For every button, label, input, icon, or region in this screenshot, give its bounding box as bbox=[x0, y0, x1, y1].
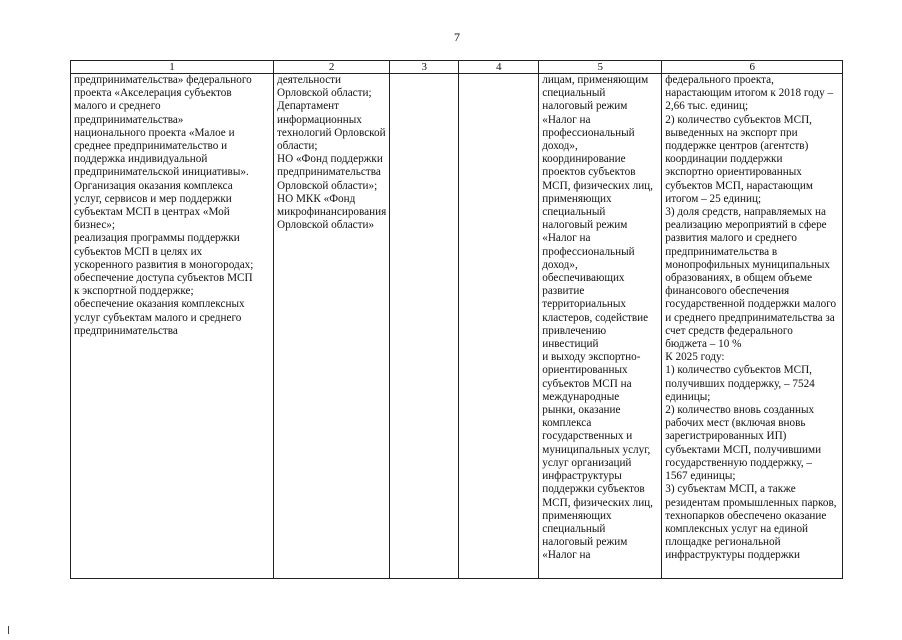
cell-text-line: резидентам промышленных парков, bbox=[665, 496, 837, 509]
column-header-1: 1 bbox=[71, 61, 274, 74]
cell-text-line: 3) субъектам МСП, а также bbox=[665, 483, 796, 496]
cell-text-line: Департамент bbox=[277, 100, 340, 113]
cell-text-line: субъектам МСП в центрах «Мой bbox=[74, 206, 230, 219]
cell-text-line: монопрофильных муниципальных bbox=[665, 258, 830, 271]
document-table bbox=[70, 60, 843, 579]
cell-text-line: предпринимательства bbox=[74, 324, 178, 337]
table-header-row bbox=[71, 61, 843, 74]
cell-text-line: микрофинансирования bbox=[277, 206, 387, 219]
cell-text-line: «Налог на bbox=[542, 113, 591, 126]
cell-col3 bbox=[390, 74, 459, 579]
cell-text-line: Орловской области» bbox=[277, 219, 375, 232]
cell-text-line: «Налог на bbox=[542, 232, 591, 245]
cell-text-line: бизнес»; bbox=[74, 219, 115, 232]
cell-text-line: профессиональный bbox=[542, 245, 635, 258]
cell-text-line: технопарков обеспечено оказание bbox=[665, 509, 827, 522]
cell-text-line: 1) количество субъектов МСП, bbox=[665, 364, 812, 377]
cell-text-line: финансового обеспечения bbox=[665, 285, 790, 298]
cell-text-line: привлечению bbox=[542, 324, 607, 337]
cell-text-line: специальный bbox=[542, 206, 606, 219]
cell-text-line: доход», bbox=[542, 258, 578, 271]
cell-text-line: применяющих bbox=[542, 509, 612, 522]
cell-text-line: среднее предпринимательство и bbox=[74, 140, 228, 153]
cell-text-line: государственных и bbox=[542, 430, 633, 443]
cell-text-line: и среднего предпринимательства за bbox=[665, 311, 835, 324]
cell-text-line: субъектов МСП, нарастающим bbox=[665, 179, 813, 192]
cell-text-line: кластеров, содействие bbox=[542, 311, 649, 324]
cell-text-line: национального проекта «Малое и bbox=[74, 126, 235, 139]
cell-text-line: налоговый режим bbox=[542, 100, 628, 113]
cell-text-line: итогом – 25 единиц; bbox=[665, 192, 762, 205]
cell-content bbox=[539, 74, 662, 579]
cell-text-line: Орловской области»; bbox=[277, 179, 378, 192]
cell-text-line: налоговый режим bbox=[542, 219, 628, 232]
cell-text-line: обеспечение оказания комплексных bbox=[74, 298, 245, 311]
cell-text-line: применяющих bbox=[542, 192, 612, 205]
page-number: 7 bbox=[454, 30, 460, 44]
cell-text-line: Орловской области; bbox=[277, 87, 372, 100]
cell-text-line: экспортно ориентированных bbox=[665, 166, 802, 179]
cell-text-line: Организация оказания комплекса bbox=[74, 179, 233, 192]
cell-text-line: НО МКК «Фонд bbox=[277, 192, 356, 205]
cell-text-line: территориальных bbox=[542, 298, 627, 311]
cell-text-line: инфраструктуры bbox=[542, 470, 622, 483]
cell-text-line: реализацию мероприятий в сфере bbox=[665, 219, 827, 232]
cell-text-line: К 2025 году: bbox=[665, 351, 725, 364]
cell-executors bbox=[274, 74, 390, 579]
cell-text-line: поддержка индивидуальной bbox=[74, 153, 208, 166]
cell-text-line: услуг субъектам малого и среднего bbox=[74, 311, 242, 324]
column-header-3: 3 bbox=[390, 61, 459, 74]
cell-text-line: реализация программы поддержки bbox=[74, 232, 240, 245]
cell-text-line: 1567 единицы; bbox=[665, 470, 736, 483]
cell-text-line: к экспортной поддержке; bbox=[74, 285, 194, 298]
cell-text-line: бюджета – 10 % bbox=[665, 338, 742, 351]
cell-text-line: предпринимательства» bbox=[74, 113, 184, 126]
cell-text-line: профессиональный bbox=[542, 126, 635, 139]
cell-text-line: 2,66 тыс. единиц; bbox=[665, 100, 749, 113]
cell-text-line: международные bbox=[542, 390, 620, 403]
cell-text-line: муниципальных услуг, bbox=[542, 443, 651, 456]
cell-text-line: государственной поддержки малого bbox=[665, 298, 837, 311]
cell-text-line: образованиях, в общем объеме bbox=[665, 272, 813, 285]
cell-text-line: деятельности bbox=[277, 74, 342, 86]
cell-text-line: инфраструктуры поддержки bbox=[665, 549, 800, 562]
cell-text-line: обеспечивающих bbox=[542, 272, 625, 285]
cell-text-line: счет средств федерального bbox=[665, 324, 793, 337]
cell-text-line: развитие bbox=[542, 285, 585, 298]
cell-col4 bbox=[459, 74, 539, 579]
cell-text-line: услуг, сервисов и мер поддержки bbox=[74, 192, 232, 205]
cell-text-line: инвестиций bbox=[542, 338, 599, 351]
cell-text-line: рынки, оказание bbox=[542, 404, 621, 417]
cell-text-line: поддержке центров (агентств) bbox=[665, 140, 809, 153]
cell-text-line: специальный bbox=[542, 522, 606, 535]
column-header-2: 2 bbox=[274, 61, 390, 74]
cell-text-line: МСП, физических лиц, bbox=[542, 496, 653, 509]
table-row bbox=[71, 74, 843, 579]
cell-text-line: федерального проекта, bbox=[665, 74, 774, 86]
cell-text-line: МСП, физических лиц, bbox=[542, 179, 653, 192]
cell-text-line: получивших поддержку, – 7524 bbox=[665, 377, 815, 390]
cell-text-line: рабочих мест (включая вновь bbox=[665, 417, 806, 430]
cell-text-line: лицам, применяющим bbox=[542, 74, 649, 86]
cell-text-line: единицы; bbox=[665, 390, 711, 403]
cell-text-line: комплекса bbox=[542, 417, 592, 430]
cell-text-line: 3) доля средств, направляемых на bbox=[665, 206, 826, 219]
cell-text-line: 2) количество субъектов МСП, bbox=[665, 113, 812, 126]
cell-text-line: субъектами МСП, получившими bbox=[665, 443, 822, 456]
cell-text-line: развития малого и среднего bbox=[665, 232, 797, 245]
cell-text-line: и выходу экспортно- bbox=[542, 351, 641, 364]
column-header-5: 5 bbox=[539, 61, 662, 74]
cell-text-line: «Налог на bbox=[542, 549, 591, 562]
cell-text-line: 2) количество вновь созданных bbox=[665, 404, 815, 417]
cell-text-line: предпринимательской инициативы». bbox=[74, 166, 249, 179]
cell-text-line: проекта «Акселерация субъектов bbox=[74, 87, 232, 100]
cell-text-line: комплексных услуг на единой bbox=[665, 522, 809, 535]
cell-text-line: доход», bbox=[542, 140, 578, 153]
cell-text-line: координации поддержки bbox=[665, 153, 783, 166]
cell-text-line: предпринимательства bbox=[277, 166, 381, 179]
cell-text-line: ускоренного развития в моногородах; bbox=[74, 258, 254, 271]
cell-text-line: субъектов МСП на bbox=[542, 377, 632, 390]
cell-text-line: обеспечение доступа субъектов МСП bbox=[74, 272, 253, 285]
cell-text-line: государственную поддержку, – bbox=[665, 456, 813, 469]
cell-text-line: технологий Орловской bbox=[277, 126, 386, 139]
cell-text-line: поддержки субъектов bbox=[542, 483, 645, 496]
cell-text-line: информационных bbox=[277, 113, 362, 126]
cell-text-line: субъектов МСП в целях их bbox=[74, 245, 203, 258]
cell-measures bbox=[71, 74, 274, 579]
cell-text-line: выведенных на экспорт при bbox=[665, 126, 798, 139]
cell-text-line: услуг организаций bbox=[542, 456, 632, 469]
cell-text-line: предпринимательства в bbox=[665, 245, 778, 258]
cell-text-line: предпринимательства» федерального bbox=[74, 74, 252, 86]
cell-text-line: малого и среднего bbox=[74, 100, 161, 113]
cell-text-line: координирование bbox=[542, 153, 626, 166]
cell-text-line: зарегистрированных ИП) bbox=[665, 430, 787, 443]
cell-text-line: налоговый режим bbox=[542, 536, 628, 549]
column-header-6: 6 bbox=[662, 61, 843, 74]
cell-text-line: проектов субъектов bbox=[542, 166, 636, 179]
cell-text-line: нарастающим итогом к 2018 году – bbox=[665, 87, 834, 100]
cell-text-line: области; bbox=[277, 140, 318, 153]
cell-text-line: НО «Фонд поддержки bbox=[277, 153, 383, 166]
cell-text-line: ориентированных bbox=[542, 364, 628, 377]
cell-results bbox=[662, 74, 843, 579]
cell-text-line: площадке региональной bbox=[665, 536, 781, 549]
cell-text-line: специальный bbox=[542, 87, 606, 100]
scan-artifact-mark bbox=[8, 626, 9, 634]
column-header-4: 4 bbox=[459, 61, 539, 74]
